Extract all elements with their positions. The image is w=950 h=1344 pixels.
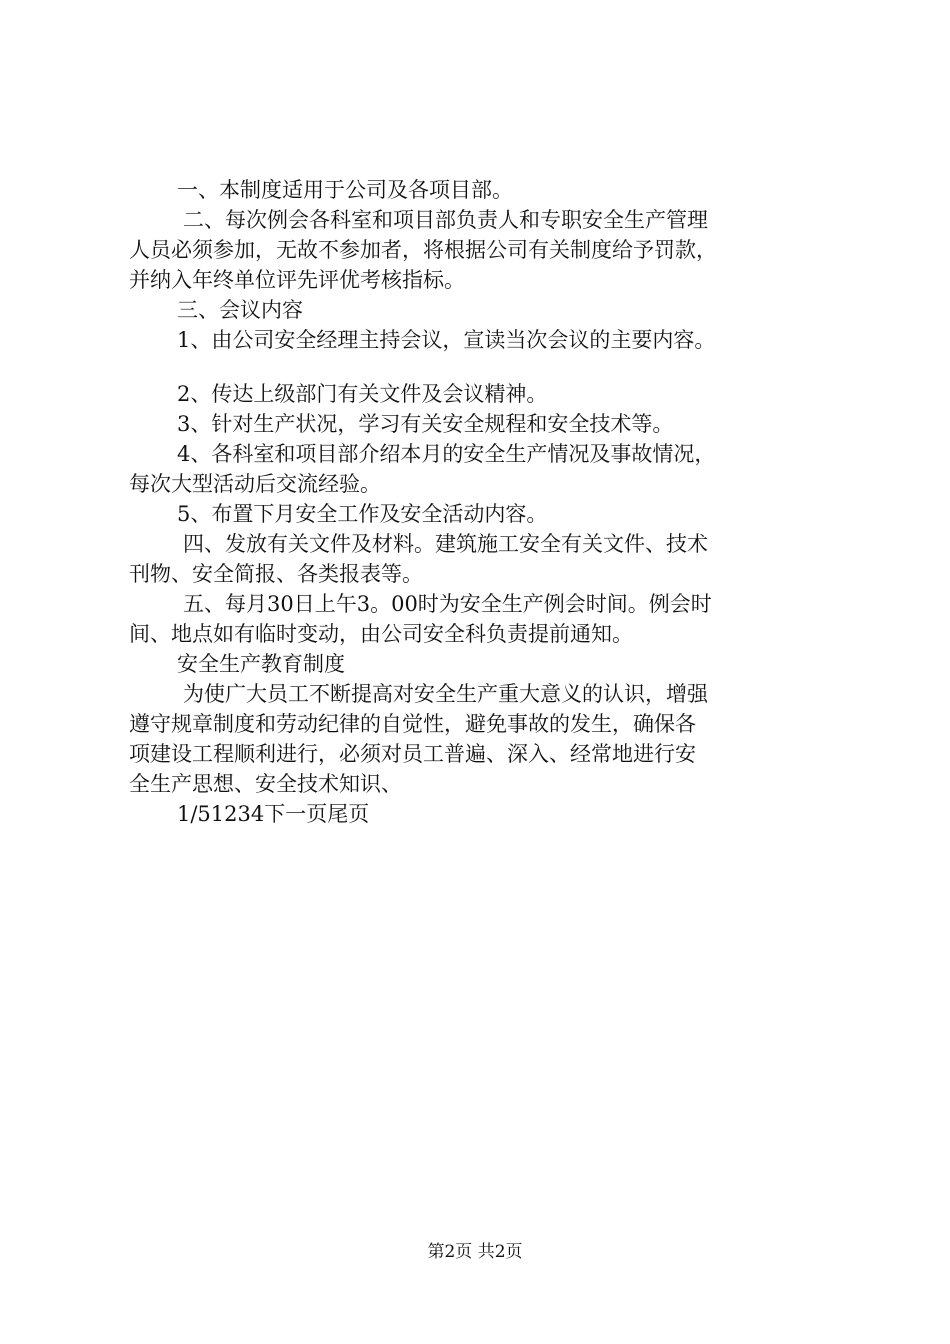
text-line: 并纳入年终单位评先评优考核指标。 — [129, 268, 465, 292]
pagination-text: 1/51234下一页尾页 — [177, 802, 370, 826]
section-heading: 安全生产教育制度 — [177, 652, 345, 676]
text-line: 刊物、安全简报、各类报表等。 — [129, 562, 423, 586]
page-footer: 第2页 共2页 — [427, 1242, 523, 1262]
text-line: 2、传达上级部门有关文件及会议精神。 — [177, 382, 548, 406]
paragraph-gap — [129, 355, 829, 379]
text-line: 二、每次例会各科室和项目部负责人和专职安全生产管理 — [183, 208, 708, 232]
text-line: 四、发放有关文件及材料。建筑施工安全有关文件、技术 — [183, 532, 708, 556]
section-heading: 三、会议内容 — [177, 298, 303, 322]
text-line: 人员必须参加，无故不参加者，将根据公司有关制度给予罚款， — [129, 238, 717, 262]
text-line: 3、针对生产状况，学习有关安全规程和安全技术等。 — [177, 412, 674, 436]
text-line: 全生产思想、安全技术知识、 — [129, 772, 402, 796]
text-line: 1、由公司安全经理主持会议，宣读当次会议的主要内容。 — [177, 328, 716, 352]
text-line: 为使广大员工不断提高对安全生产重大意义的认识，增强 — [183, 682, 708, 706]
text-line: 间、地点如有临时变动，由公司安全科负责提前通知。 — [129, 622, 633, 646]
text-line: 五、每月30日上午3。00时为安全生产例会时间。例会时 — [183, 592, 712, 616]
text-line: 项建设工程顺利进行，必须对员工普遍、深入、经常地进行安 — [129, 742, 696, 766]
text-line: 遵守规章制度和劳动纪律的自觉性，避免事故的发生，确保各 — [129, 712, 696, 736]
text-line: 4、各科室和项目部介绍本月的安全生产情况及事故情况， — [177, 442, 716, 466]
text-line: 每次大型活动后交流经验。 — [129, 472, 381, 496]
text-line: 5、布置下月安全工作及安全活动内容。 — [177, 502, 548, 526]
document-body — [129, 175, 829, 829]
text-line: 一、本制度适用于公司及各项目部。 — [177, 178, 513, 202]
